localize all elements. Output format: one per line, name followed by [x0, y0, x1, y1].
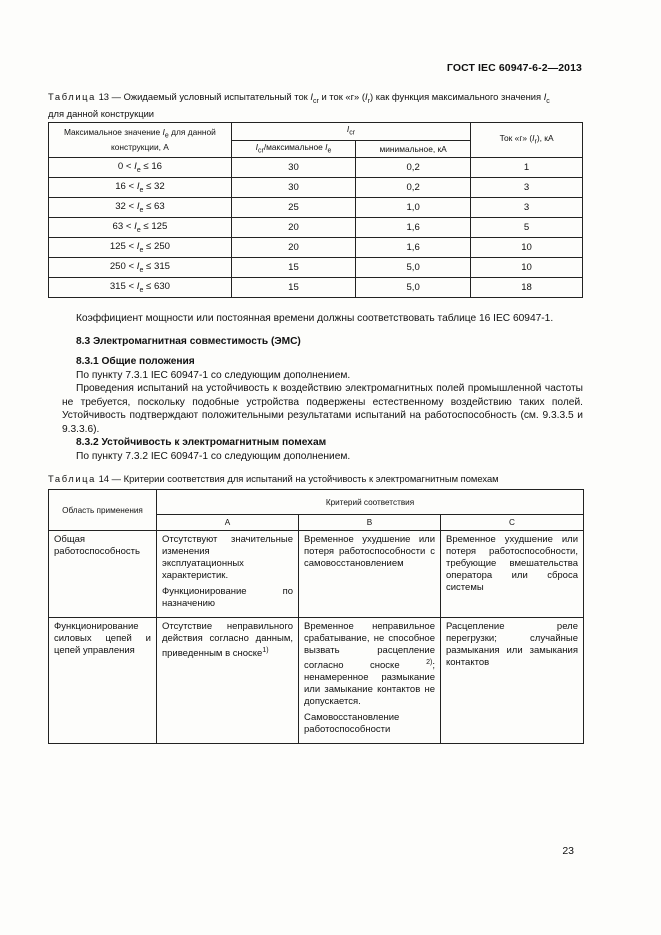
sub-e: e [164, 133, 169, 140]
cell-r1-c [441, 531, 584, 618]
table-row [49, 531, 584, 618]
range-lo: 125 < [109, 241, 135, 253]
standard-header: ГОСТ IEC 60947-6-2—2013 [446, 62, 582, 74]
cell-r2-b [299, 618, 441, 744]
sym-i: I [134, 161, 137, 173]
table-row [49, 178, 583, 198]
table-row [49, 238, 583, 258]
cell-ir: 5 [471, 218, 583, 238]
col-header-area: Область применения [49, 490, 157, 531]
range-hi: ≤ 16 [143, 161, 162, 173]
sub-e: e [139, 247, 144, 255]
sub-cr: cr [349, 129, 356, 137]
cell-ratio: 20 [231, 218, 355, 238]
cell-range [49, 238, 232, 258]
cell-range [49, 198, 232, 218]
range-hi: ≤ 250 [146, 241, 170, 253]
cell-text: Отсутствие неправильного действия согласно данным, приведенным в сноске [162, 621, 293, 660]
table13-caption-c: как функция максимального значения [375, 91, 542, 102]
range-hi: ≤ 63 [146, 201, 165, 213]
cell-area-general [49, 531, 157, 618]
cell-r2-a [157, 618, 299, 744]
sub-r: r [534, 138, 537, 146]
cell-text: Функционирование силовых цепей и цепей управления [54, 621, 151, 656]
cell-range [49, 278, 232, 298]
col-max-text-a: Максимальное значение [63, 127, 161, 138]
range-hi: ≤ 32 [146, 181, 165, 193]
table14-caption-label: Таблица [48, 473, 96, 484]
table13-caption: Таблица 13 — Ожидаемый условный испытательный ток $I_{cr}$ и ток «г» $(I_r)$ как функция максимального значения $I_c$ для данной конструкции [48, 91, 550, 119]
col-header-min: минимальное, кА [356, 140, 471, 158]
cell-text: Временное ухудшение или потеря работоспособности с самовосстановлением [304, 534, 435, 569]
range-hi: ≤ 125 [143, 221, 168, 233]
cell-ir: 3 [471, 198, 583, 218]
sym-i: I [255, 141, 258, 152]
sub-c: c [546, 97, 550, 105]
cell-area-power-circuits [49, 618, 157, 744]
cell-range [49, 158, 232, 178]
sym-i: I [365, 91, 368, 102]
paragraph-8-3-2-a: По пункту 7.3.2 IEC 60947-1 со следующим дополнением. [76, 450, 351, 462]
col-max-text-b: для данной конструкции, А [110, 127, 216, 152]
footnote-ref: 2) [426, 659, 433, 666]
cell-text: Временное ухудшение или потеря работоспособности, требующие вмешательства оператора или сброса системы [446, 534, 578, 593]
sym-i: I [136, 181, 140, 193]
cell-ratio: 25 [231, 198, 355, 218]
range-lo: 32 < [115, 201, 135, 213]
sub-e: e [139, 287, 144, 295]
col-header-ir: Ток «г» $(I_r)$, кА [471, 123, 583, 158]
sym-i: I [136, 281, 140, 293]
table13-caption-label: Таблица [48, 91, 96, 102]
col-ratio-text: /максимальное [263, 141, 323, 152]
cell-text: Временное неправильное срабатывание, не способное вызвать расцепление согласно сноске [304, 621, 435, 672]
range-lo: 0 < [117, 161, 132, 173]
cell-r2-c [441, 618, 584, 744]
range-hi: ≤ 315 [146, 261, 170, 273]
col-ir-text-b: , кА [539, 132, 554, 143]
sub-e: e [136, 227, 141, 235]
cell-min: 1,0 [356, 198, 471, 218]
cell-ir: 1 [471, 158, 583, 178]
cell-ratio: 15 [231, 278, 355, 298]
cell-min: 5,0 [356, 258, 471, 278]
sym-i: I [136, 241, 140, 253]
cell-ir: 3 [471, 178, 583, 198]
cell-min: 1,6 [356, 218, 471, 238]
paragraph-8-3-1-b: Проведения испытаний на устойчивость к воздействию электромагнитных полей промышленной частоты не требуется, поскольку подобные устройства подвержены естественному воздействию таких полей. Устойчивость подтверждают положительными результатами испытаний на работоспособность (см. 9.3.3.5 и 9.3.3.6). [62, 383, 583, 435]
cell-range [49, 178, 232, 198]
sym-i: I [325, 141, 328, 152]
table13-caption-a: — Ожидаемый условный испытательный ток [111, 91, 308, 102]
table-row [49, 258, 583, 278]
table-row [49, 218, 583, 238]
cell-r1-b [299, 531, 441, 618]
cell-text: Расцепление реле перегрузки; случайные размыкания или замыкания контактов [446, 621, 578, 668]
cell-text: Функционирование по назначению [162, 586, 293, 609]
cell-ratio: 20 [231, 238, 355, 258]
heading-8-3: 8.3 Электромагнитная совместимость (ЭМС) [76, 335, 301, 347]
table13-caption-number: 13 [98, 91, 110, 102]
table-row [49, 278, 583, 298]
cell-ir: 10 [471, 238, 583, 258]
col-header-ratio [231, 140, 355, 158]
table-row [49, 618, 584, 744]
range-lo: 315 < [109, 281, 135, 293]
cell-ratio: 15 [231, 258, 355, 278]
table13-caption-d: для данной конструкции [48, 107, 155, 119]
table-row [49, 198, 583, 218]
range-hi: ≤ 630 [146, 281, 170, 293]
table14-caption-text: — Критерии соответствия для испытаний на устойчивость к электромагнитным помехам [111, 473, 499, 484]
table-14 [48, 489, 584, 744]
sym-i: I [346, 124, 350, 134]
col-header-icr [231, 123, 470, 141]
col-header-b: В [299, 515, 441, 531]
cell-text: Отсутствуют значительные изменения эксплуатационных характеристик. [162, 534, 293, 581]
section-8-3 [62, 312, 583, 463]
cell-r1-a [157, 531, 299, 618]
cell-min: 5,0 [356, 278, 471, 298]
cell-ratio: 30 [231, 158, 355, 178]
cell-min: 1,6 [356, 238, 471, 258]
paragraph-8-3-1-a: По пункту 7.3.1 IEC 60947-1 со следующим дополнением. [76, 369, 351, 381]
col-header-max-value [49, 123, 232, 158]
col-header-c: С [441, 515, 584, 531]
table-row [49, 158, 583, 178]
cell-ir: 10 [471, 258, 583, 278]
sym-i: I [136, 201, 140, 213]
cell-text: Общая работоспособность [54, 534, 140, 557]
sub-cr: cr [257, 147, 264, 155]
sub-e: e [327, 147, 332, 155]
sub-r: r [367, 97, 370, 105]
sym-i: I [162, 127, 165, 138]
table-13 [48, 122, 583, 298]
cell-range [49, 258, 232, 278]
sym-i: I [136, 261, 140, 273]
sym-i: I [532, 132, 535, 143]
sym-i: I [543, 91, 547, 102]
sub-cr: cr [313, 97, 319, 105]
cell-ratio: 30 [231, 178, 355, 198]
range-lo: 63 < [112, 221, 132, 233]
table14-caption [48, 473, 588, 485]
table13-caption-b: и ток «г» [321, 91, 360, 102]
cell-ir: 18 [471, 278, 583, 298]
sub-e: e [139, 207, 144, 215]
sub-e: e [136, 167, 141, 175]
heading-8-3-1: 8.3.1 Общие положения [76, 356, 195, 367]
sym-i: I [134, 221, 137, 233]
range-lo: 16 < [115, 181, 135, 193]
footnote-ref: 1) [262, 647, 269, 654]
sub-e: e [139, 187, 144, 195]
table14-caption-number: 14 [98, 473, 110, 484]
cell-range [49, 218, 232, 238]
page-number: 23 [562, 845, 574, 857]
range-lo: 250 < [109, 261, 135, 273]
cell-text: ; ненамеренное размыкание или замыкание контактов не допускается. [304, 660, 436, 708]
heading-8-3-2: 8.3.2 Устойчивость к электромагнитным помехам [76, 437, 327, 448]
cell-min: 0,2 [356, 158, 471, 178]
cell-text: Самовосстановление работоспособности [304, 712, 400, 736]
col-header-a: А [157, 515, 299, 531]
col-header-criterion: Критерий соответствия [157, 490, 584, 515]
sub-e: e [139, 267, 144, 275]
paragraph-power-factor: Коэффициент мощности или постоянная времени должны соответствовать таблице 16 IEC 60947-1. [76, 313, 554, 324]
col-ir-text-a: Ток «г» [499, 132, 528, 143]
sym-i: I [310, 91, 313, 102]
cell-min: 0,2 [356, 178, 471, 198]
